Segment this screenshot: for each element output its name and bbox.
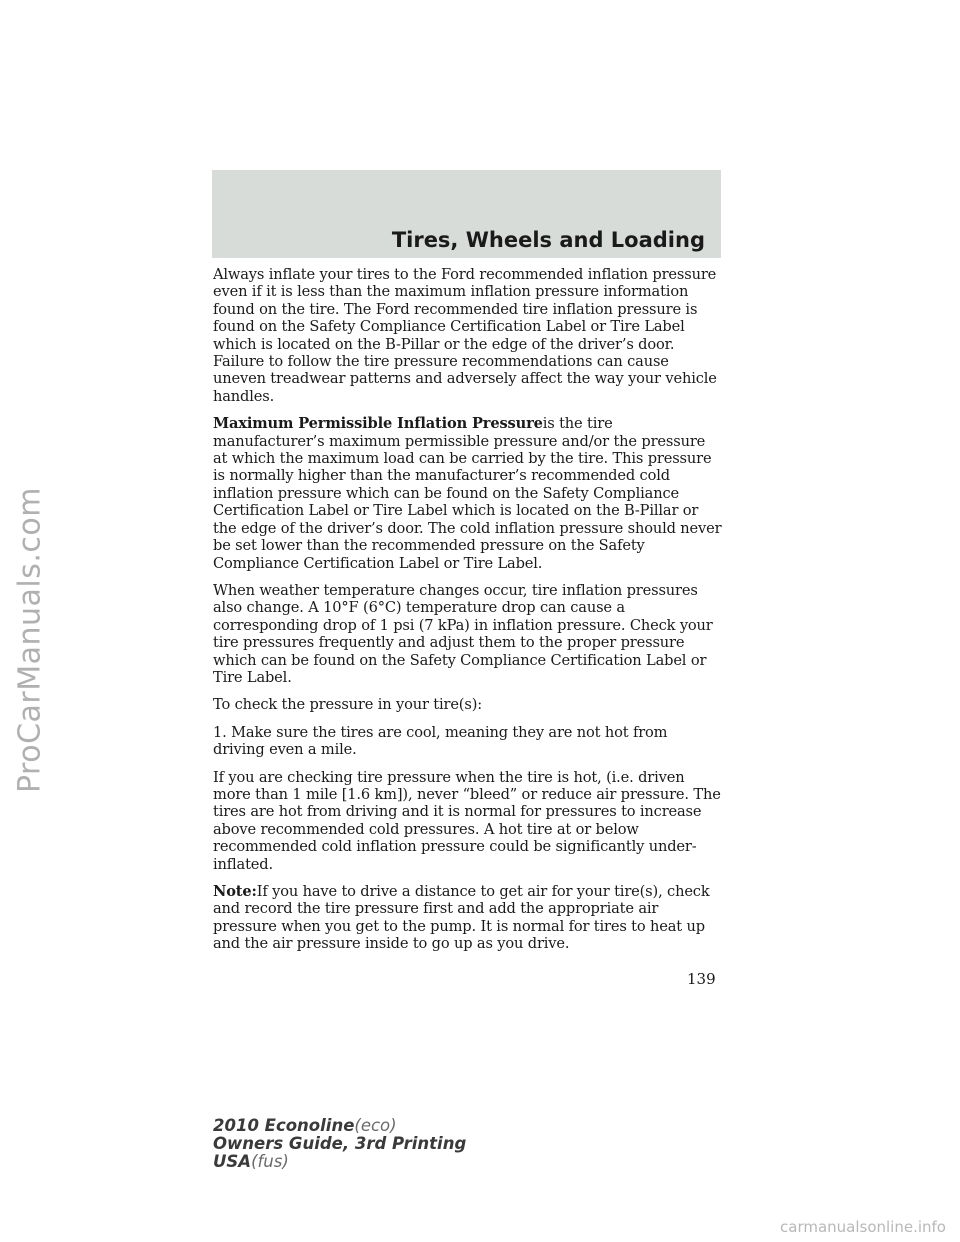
footer-model-code: (eco) (354, 1116, 397, 1135)
paragraph: Always inflate your tires to the Ford recommended inflation pressure even if it is less than the maximum inflation pressure information found on the tire. The Ford recommended tire inflation pressure is found on the Safety Compliance Certification Label or Tire Label which is located on the B-Pillar or the edge of the driver’s door. Failure to follow the tire pressure recommendations can cause uneven treadwear patterns and adversely affect the way your vehicle handles. (213, 266, 717, 405)
paragraph-note (213, 883, 723, 953)
footer (213, 1117, 466, 1171)
paragraph: When weather temperature changes occur, tire inflation pressures also change. A 10°F (6°C) temperature drop can cause a corresponding drop of 1 psi (7 kPa) in inflation pressure. Check your tire pressures frequently and adjust them to the proper pressure which can be found on the Safety Compliance Certification Label or Tire Label. (213, 581, 713, 686)
paragraph-max-pressure (213, 415, 723, 572)
paragraph: If you are checking tire pressure when the tire is hot, (i.e. driven more than 1 mile [1.6 km]), never “bleed” or reduce air pressure. The tires are hot from driving and it is normal for pressures to increase above recommended cold pressures. A hot tire at or below recommended cold inflation pressure could be significantly under-inflated. (213, 768, 721, 873)
note-label: Note: (213, 883, 257, 900)
side-watermark (0, 240, 60, 1040)
section-header-band (212, 170, 721, 258)
footer-market: USA (213, 1152, 252, 1171)
term-max-pressure: Maximum Permissible Inflation Pressure (213, 415, 543, 433)
footer-line-model (213, 1117, 466, 1135)
footer-model: 2010 Econoline (213, 1116, 355, 1135)
page-body (213, 266, 723, 963)
step-item: 1. Make sure the tires are cool, meaning they are not hot from driving even a mile. (213, 723, 668, 759)
section-title: Tires, Wheels and Loading (391, 228, 705, 252)
side-watermark-text: ProCarManuals.com (12, 486, 48, 794)
note-text: If you have to drive a distance to get air for your tire(s), check and record the tire pressure first and add the appropriate air pressure when you get to the pump. It is normal for tires to heat up and the air pressure inside to go up as you drive. (213, 883, 710, 953)
bottom-watermark: carmanualsonline.info (780, 1218, 946, 1236)
paragraph-text: is the tire manufacturer’s maximum permissible pressure and/or the pressure at which the maximum load can be carried by the tire. This pressure is normally higher than the manufacturer’s recommended cold inflation pressure which can be found on the Safety Compliance Certification Label or Tire Label which is located on the B-Pillar or the edge of the driver’s door. The cold inflation pressure should never be set lower than the recommended pressure on the Safety Compliance Certification Label or Tire Label. (213, 415, 722, 572)
footer-guide: Owners Guide, 3rd Printing (213, 1134, 467, 1153)
page-number: 139 (687, 970, 716, 988)
footer-market-code: (fus) (251, 1152, 289, 1171)
footer-line-market (213, 1153, 466, 1171)
paragraph: To check the pressure in your tire(s): (213, 696, 483, 714)
